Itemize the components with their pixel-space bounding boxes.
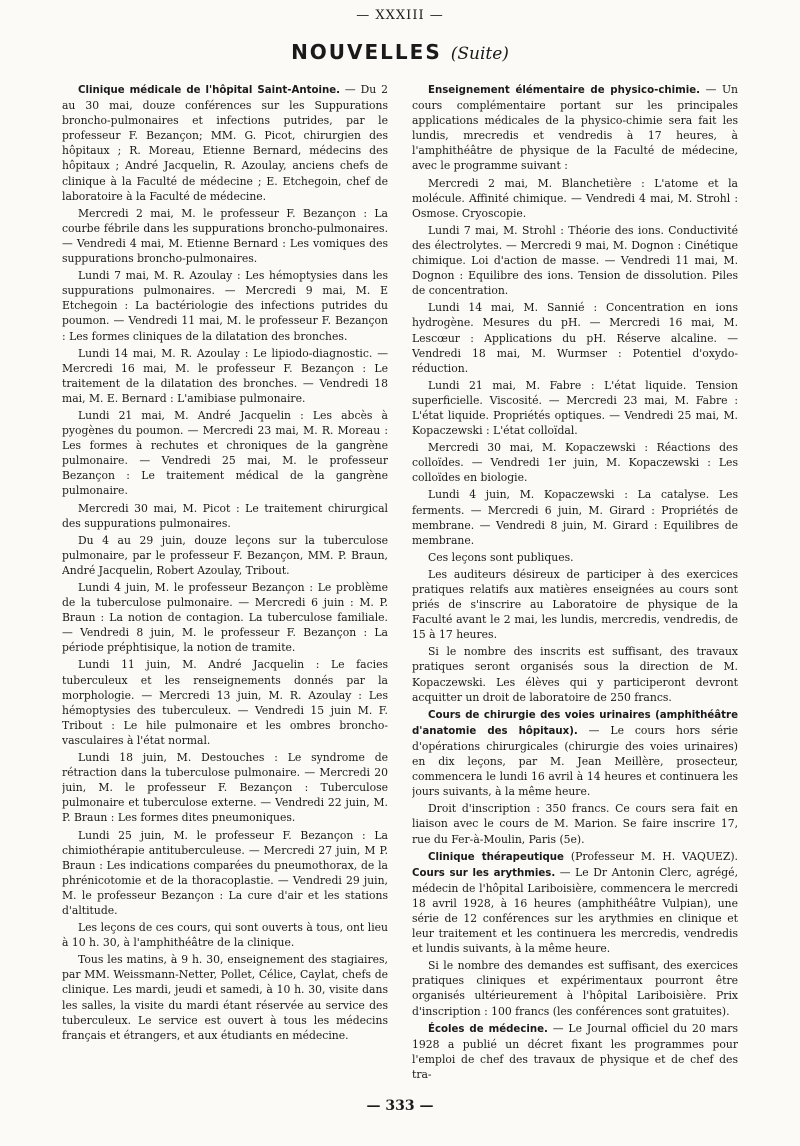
section-heading: Cours sur les arythmies. — [412, 867, 556, 879]
paragraph — [412, 223, 738, 298]
paragraph-text: Du 4 au 29 juin, douze leçons sur la tuberculose pulmonaire, par le professeur F. Bezançon, MM. P. Braun, André Jacquelin, Robert Azoulay, Tribout. — [62, 533, 388, 577]
paragraph — [62, 952, 388, 1043]
paragraph — [62, 501, 388, 531]
title-text: NOUVELLES — [291, 40, 442, 64]
paragraph-text: Lundi 4 juin, M. Kopaczewski : La catalyse. Les ferments. — Mercredi 6 juin, M. Girard : Propriétés de membrane. — Vendredi 8 juin, M. Girard : Equilibres de membrane. — [412, 488, 738, 547]
paragraph — [62, 206, 388, 266]
paragraph-text: — Le Dr Antonin Clerc, agrégé, médecin de l'hôpital Lariboisière, commencera le mercredi 18 avril 1928, à 16 heures (amphithéâtre Vulpian), une série de 12 conférences sur les arythmies en clinique et leur traitement et les continuera les mercredis, vendredis et lundis suivants, à la même heure. — [412, 865, 738, 956]
paragraph — [62, 580, 388, 655]
paragraph — [412, 82, 738, 174]
paragraph-text: — Un cours complémentaire portant sur les principales applications médicales de la physico-chimie sera fait les lundis, mrecredis et vendredis à 17 heures, à l'amphithéâtre de physique de la Faculté de médecine, avec le programme suivant : — [412, 83, 738, 173]
paragraph-text: Lundi 7 mai, M. R. Azoulay : Les hémoptysies dans les suppurations pulmonaires. — Mercredi 9 mai, M. E Etchegoin : La bactériologie des infections putrides du poumon. — Vendredi 11 mai, M. le professeur F. Bezançon : Les formes cliniques de la dilatation des bronches. — [62, 269, 388, 343]
section-heading: Clinique thérapeutique — [428, 851, 564, 863]
paragraph — [412, 550, 738, 565]
paragraph-text: Lundi 18 juin, M. Destouches : Le syndrome de rétraction dans la tuberculose pulmonaire. — Mercredi 20 juin, M. le professeur F. Bezançon : Tuberculose pulmonaire et tuberculose externe. — Vendredi 22 juin, M. P. Braun : Les formes dites pneumoniques. — [62, 751, 388, 825]
paragraph — [412, 567, 738, 642]
paragraph-text: — Du 2 au 30 mai, douze conférences sur les Suppurations broncho-pulmonaires et infections putrides, par le professeur F. Bezançon; MM. G. Picot, chirurgien des hôpitaux ; R. Moreau, Etienne Bernard, médecins des hôpitaux ; André Jacquelin, R. Azoulay, anciens chefs de clinique à la Faculté de médecine ; E. Etchegoin, chef de laboratoire à la Faculté de médecine. — [62, 83, 388, 203]
paragraph-text: Mercredi 2 mai, M. Blanchetière : L'atome et la molécule. Affinité chimique. — Vendredi 4 mai, M. Strohl : Osmose. Cryoscopie. — [412, 176, 738, 220]
paragraph-text: Lundi 14 mai, M. R. Azoulay : Le lipiodo-diagnostic. — Mercredi 16 mai, M. le professeur F. Bezançon : Le traitement de la dilatation des bronches. — Vendredi 18 mai, M. E. Bernard : L'amibiase pulmonaire. — [62, 346, 388, 405]
section-heading: Écoles de médecine. — [428, 1023, 548, 1035]
paragraph-text: Mercredi 30 mai, M. Kopaczewski : Réactions des colloïdes. — Vendredi 1er juin, M. Kopaczewski : Les colloïdes en biologie. — [412, 441, 738, 485]
paragraph-text: Mercredi 2 mai, M. le professeur F. Bezançon : La courbe fébrile dans les suppurations broncho-pulmonaires. — Vendredi 4 mai, M. Etienne Bernard : Les vomiques des suppurations broncho-pulmonaires. — [62, 206, 388, 266]
paragraph-text: Lundi 21 mai, M. André Jacquelin : Les abcès à pyogènes du poumon. — Mercredi 23 mai, M. R. Moreau : Les formes à rechutes et chroniques de la gangrène pulmonaire. — Vendredi 25 mai, M. le professeur Bezançon : Le traitement médical de la gangrène pulmonaire. — [62, 408, 388, 498]
paragraph — [412, 487, 738, 547]
paragraph — [62, 920, 388, 950]
paragraph — [412, 1021, 738, 1082]
left-column — [62, 80, 388, 1100]
paragraph — [412, 958, 738, 1018]
paragraph — [62, 657, 388, 748]
section-heading: Enseignement élémentaire de physico-chimie. — [428, 85, 700, 96]
paragraph-text: Lundi 4 juin, M. le professeur Bezançon : Le problème de la tuberculose pulmonaire. — Mercredi 6 juin : M. P. Braun : La notion de contagion. La tuberculose familiale. — Vendredi 8 juin, M. le professeur F. Bezançon : La période préphtisique, la notion de tramite. — [62, 581, 388, 655]
title-suite: (Suite) — [450, 44, 509, 64]
paragraph-text: Lundi 14 mai, M. Sannié : Concentration en ions hydrogène. Mesures du pH. — Mercredi 16 mai, M. Lescœur : Applications du pH. Réserve alcaline. — Vendredi 18 mai, M. Wurmser : Potentiel d'oxydo-réduction. — [412, 301, 738, 375]
paragraph — [62, 408, 388, 499]
paragraph — [62, 750, 388, 825]
paragraph — [412, 849, 738, 957]
paragraph-text: Droit d'inscription : 350 francs. Ce cours sera fait en liaison avec le cours de M. Marion. Se faire inscrire 17, rue du Fer-à-Moulin, Paris (5e). — [412, 802, 738, 846]
paragraph — [412, 300, 738, 375]
paragraph-text: Les auditeurs désireux de participer à des exercices pratiques relatifs aux matières enseignées au cours sont priés de s'inscrire au Laboratoire de physique de la Faculté avant le 2 mai, les lundis, mercredis, vendredis, de 15 à 17 heures. — [412, 567, 738, 642]
paragraph-text: Les leçons de ces cours, qui sont ouverts à tous, ont lieu à 10 h. 30, à l'amphithéâtre de la clinique. — [62, 921, 388, 950]
paragraph-text: Lundi 21 mai, M. Fabre : L'état liquide. Tension superficielle. Viscosité. — Mercredi 23 mai, M. Fabre : L'état liquide. Propriétés optiques. — Vendredi 25 mai, M. Kopaczewski : L'état colloïdal. — [412, 378, 738, 438]
roman-page-number: — XXXIII — — [356, 8, 444, 23]
paragraph-text: — Le cours hors série d'opérations chirurgicales (chirurgie des voies urinaires) en dix leçons, par M. Jean Meillère, prosecteur, commencera le lundi 16 avril à 14 heures et continuera les jours suivants, à la même heure. — [412, 723, 738, 799]
paragraph — [412, 707, 738, 800]
paragraph-text: Ces leçons sont publiques. — [428, 550, 574, 564]
paragraph — [412, 801, 738, 846]
paragraph — [412, 440, 738, 485]
paragraph-text: (Professeur M. H. VAQUEZ). — [563, 849, 738, 863]
paragraph-text: Tous les matins, à 9 h. 30, enseignement des stagiaires, par MM. Weissmann-Netter, Pollet, Célice, Caylat, chefs de clinique. Les mardi, jeudi et samedi, à 10 h. 30, visite dans les salles, la visite du mardi étant réservée au service des tuberculeux. Le service est ouvert à tous les médecins français et étrangers, et aux étudiants en médecine. — [62, 953, 388, 1042]
paragraph-text: Lundi 7 mai, M. Strohl : Théorie des ions. Conductivité des électrolytes. — Mercredi 9 mai, M. Dognon : Cinétique chimique. Loi d'action de masse. — Vendredi 11 mai, M. Dognon : Equilibre des ions. Tension de dissolution. Piles de concentration. — [412, 223, 738, 298]
paragraph — [62, 346, 388, 406]
paragraph — [62, 268, 388, 343]
section-heading: Cours de chirurgie des voies urinaires (amphithéâtre d'anatomie des hôpitaux). — [412, 709, 738, 737]
page-title — [0, 40, 800, 64]
section-heading: Clinique médicale de l'hôpital Saint-Antoine. — [78, 85, 341, 96]
paragraph-text: Lundi 11 juin, M. André Jacquelin : Le facies tuberculeux et les renseignements donnés par la morphologie. — Mercredi 13 juin, M. R. Azoulay : Les hémoptysies des tuberculeux. — Vendredi 15 juin M. F. Tribout : Le hile pulmonaire et les ombres broncho-vasculaires à l'état normal. — [62, 658, 388, 747]
paragraph — [62, 828, 388, 919]
paragraph — [62, 533, 388, 578]
paragraph-text: — Le Journal officiel du 20 mars 1928 a publié un décret fixant les programmes pour l'emploi de chef des travaux de physique et de chef des tra- — [412, 1021, 738, 1081]
paragraph — [412, 378, 738, 438]
paragraph-text: Si le nombre des demandes est suffisant, des exercices pratiques cliniques et expérimentaux pourront être organisés ultérieurement à l'hôpital Lariboisière. Prix d'inscription : 100 francs (les conférences sont gratuites). — [412, 959, 738, 1018]
paragraph-text: Mercredi 30 mai, M. Picot : Le traitement chirurgical des suppurations pulmonaires. — [62, 501, 388, 530]
paragraph-text: Lundi 25 juin, M. le professeur F. Bezançon : La chimiothérapie antituberculeuse. — Mercredi 27 juin, M P. Braun : Les indications comparées du pneumothorax, de la phrénicotomie et de la thoracoplastie. — Vendredi 29 juin, M. le professeur Bezançon : La cure d'air et les stations d'altitude. — [62, 828, 388, 917]
page-number: — 333 — — [366, 1098, 434, 1114]
paragraph — [412, 644, 738, 704]
paragraph — [62, 82, 388, 204]
paragraph — [412, 176, 738, 221]
paragraph-text: Si le nombre des inscrits est suffisant, des travaux pratiques seront organisés sous la direction de M. Kopaczewski. Les élèves qui y participeront devront acquitter un droit de laboratoire de 250 francs. — [412, 645, 738, 704]
right-column — [412, 80, 738, 1100]
